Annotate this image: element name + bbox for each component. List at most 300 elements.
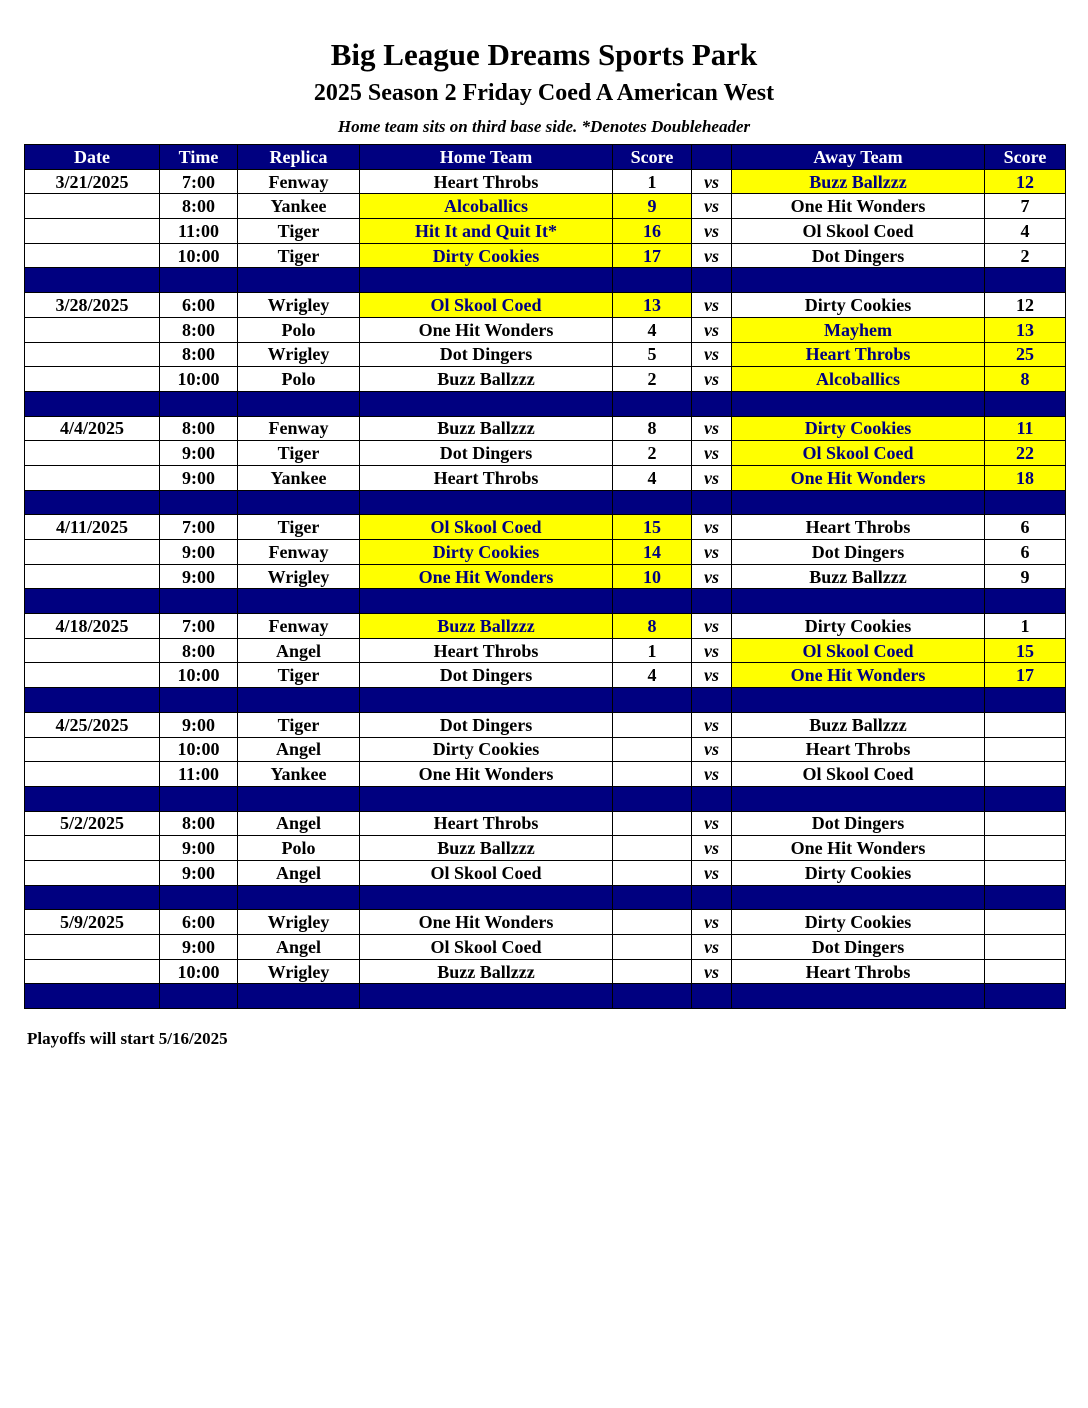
vs-cell: vs [692,515,732,540]
replica-cell: Tiger [238,441,360,466]
table-row [25,959,1066,984]
date-cell: 4/11/2025 [25,515,160,540]
away-team-cell: Dirty Cookies [732,860,985,885]
schedule-body [25,169,1066,1008]
away-team-cell: Buzz Ballzzz [732,564,985,589]
column-header-date: Date [25,145,160,170]
date-cell: 4/25/2025 [25,712,160,737]
separator-cell [25,885,160,910]
home-score-cell: 2 [613,367,692,392]
home-team-cell: Dirty Cookies [360,540,613,565]
date-cell [25,243,160,268]
week-separator-row [25,490,1066,515]
time-cell: 6:00 [160,293,238,318]
time-cell: 10:00 [160,663,238,688]
away-score-cell: 13 [985,317,1066,342]
separator-cell [160,391,238,416]
separator-cell [985,688,1066,713]
away-team-cell: Heart Throbs [732,515,985,540]
separator-cell [160,885,238,910]
page-subtitle: 2025 Season 2 Friday Coed A American West [313,80,775,106]
replica-cell: Angel [238,638,360,663]
away-score-cell [985,910,1066,935]
separator-cell [238,589,360,614]
replica-cell: Polo [238,836,360,861]
away-score-cell [985,737,1066,762]
replica-cell: Wrigley [238,564,360,589]
separator-cell [160,589,238,614]
column-header-replica: Replica [238,145,360,170]
separator-cell [692,984,732,1009]
away-score-cell: 6 [985,540,1066,565]
vs-cell: vs [692,367,732,392]
time-cell: 8:00 [160,416,238,441]
away-team-cell: Buzz Ballzzz [732,169,985,194]
away-team-cell: One Hit Wonders [732,663,985,688]
away-team-cell: One Hit Wonders [732,836,985,861]
separator-cell [985,786,1066,811]
separator-cell [613,391,692,416]
week-separator-row [25,786,1066,811]
vs-cell: vs [692,342,732,367]
away-team-cell: Ol Skool Coed [732,638,985,663]
time-cell: 9:00 [160,836,238,861]
away-score-cell: 18 [985,465,1066,490]
replica-cell: Yankee [238,194,360,219]
table-row [25,465,1066,490]
week-separator-row [25,268,1066,293]
table-row [25,663,1066,688]
table-row [25,737,1066,762]
away-score-cell: 8 [985,367,1066,392]
away-score-cell: 25 [985,342,1066,367]
separator-cell [160,268,238,293]
separator-cell [692,490,732,515]
separator-cell [360,885,613,910]
vs-cell: vs [692,737,732,762]
vs-cell: vs [692,465,732,490]
away-team-cell: Dot Dingers [732,243,985,268]
home-score-cell: 8 [613,614,692,639]
home-score-cell: 4 [613,317,692,342]
replica-cell: Tiger [238,712,360,737]
separator-cell [692,589,732,614]
away-team-cell: One Hit Wonders [732,465,985,490]
time-cell: 8:00 [160,194,238,219]
away-score-cell [985,712,1066,737]
home-score-cell [613,910,692,935]
date-cell [25,737,160,762]
time-cell: 9:00 [160,441,238,466]
separator-cell [238,786,360,811]
vs-cell: vs [692,663,732,688]
separator-cell [238,885,360,910]
vs-cell: vs [692,614,732,639]
separator-cell [692,786,732,811]
separator-cell [985,391,1066,416]
home-score-cell: 2 [613,441,692,466]
replica-cell: Angel [238,935,360,960]
vs-cell: vs [692,860,732,885]
separator-cell [25,688,160,713]
home-team-cell: Dot Dingers [360,663,613,688]
vs-cell: vs [692,836,732,861]
playoffs-note: Playoffs will start 5/16/2025 [27,1029,228,1048]
vs-cell: vs [692,935,732,960]
separator-cell [360,688,613,713]
date-cell [25,935,160,960]
away-team-cell: Heart Throbs [732,959,985,984]
date-cell: 5/2/2025 [25,811,160,836]
separator-cell [985,268,1066,293]
separator-cell [732,391,985,416]
vs-cell: vs [692,416,732,441]
separator-cell [732,589,985,614]
away-score-cell [985,959,1066,984]
column-header-home-score: Score [613,145,692,170]
home-team-cell: Ol Skool Coed [360,515,613,540]
date-cell [25,564,160,589]
separator-cell [613,268,692,293]
separator-cell [732,786,985,811]
home-team-cell: Buzz Ballzzz [360,959,613,984]
replica-cell: Fenway [238,540,360,565]
home-team-cell: Ol Skool Coed [360,935,613,960]
time-cell: 10:00 [160,737,238,762]
replica-cell: Wrigley [238,342,360,367]
away-team-cell: Mayhem [732,317,985,342]
time-cell: 11:00 [160,762,238,787]
away-score-cell: 7 [985,194,1066,219]
column-header-home-team: Home Team [360,145,613,170]
separator-cell [613,984,692,1009]
vs-cell: vs [692,441,732,466]
separator-cell [985,490,1066,515]
home-score-cell: 13 [613,293,692,318]
separator-cell [160,786,238,811]
separator-cell [692,885,732,910]
date-cell [25,317,160,342]
away-score-cell [985,935,1066,960]
away-team-cell: One Hit Wonders [732,194,985,219]
separator-cell [985,589,1066,614]
replica-cell: Tiger [238,219,360,244]
separator-cell [25,984,160,1009]
home-score-cell [613,860,692,885]
replica-cell: Fenway [238,169,360,194]
home-score-cell [613,737,692,762]
table-row [25,416,1066,441]
home-team-cell: Heart Throbs [360,638,613,663]
date-cell [25,663,160,688]
away-score-cell [985,860,1066,885]
home-score-cell: 9 [613,194,692,219]
column-header-vs [692,145,732,170]
away-score-cell: 6 [985,515,1066,540]
table-row [25,712,1066,737]
separator-cell [732,885,985,910]
home-team-cell: Dot Dingers [360,712,613,737]
separator-cell [360,268,613,293]
table-row [25,194,1066,219]
home-team-cell: Dirty Cookies [360,243,613,268]
away-score-cell [985,836,1066,861]
away-team-cell: Dot Dingers [732,935,985,960]
separator-cell [613,885,692,910]
date-cell [25,959,160,984]
separator-cell [160,688,238,713]
date-cell: 4/18/2025 [25,614,160,639]
table-row [25,935,1066,960]
time-cell: 11:00 [160,219,238,244]
separator-cell [238,391,360,416]
vs-cell: vs [692,959,732,984]
home-team-note: Home team sits on third base side. *Denotes Doubleheader [337,117,751,136]
home-score-cell: 1 [613,638,692,663]
time-cell: 8:00 [160,811,238,836]
table-row [25,540,1066,565]
away-score-cell: 22 [985,441,1066,466]
week-separator-row [25,885,1066,910]
away-score-cell: 1 [985,614,1066,639]
vs-cell: vs [692,317,732,342]
away-score-cell: 11 [985,416,1066,441]
home-team-cell: Buzz Ballzzz [360,416,613,441]
home-team-cell: Alcoballics [360,194,613,219]
table-row [25,219,1066,244]
replica-cell: Tiger [238,515,360,540]
away-score-cell [985,762,1066,787]
header-row [25,145,1066,170]
away-score-cell: 12 [985,293,1066,318]
time-cell: 10:00 [160,367,238,392]
week-separator-row [25,688,1066,713]
table-row [25,638,1066,663]
home-score-cell: 14 [613,540,692,565]
separator-cell [732,490,985,515]
table-row [25,564,1066,589]
home-score-cell: 17 [613,243,692,268]
time-cell: 7:00 [160,169,238,194]
vs-cell: vs [692,219,732,244]
separator-cell [238,490,360,515]
table-row [25,243,1066,268]
away-score-cell: 15 [985,638,1066,663]
date-cell [25,194,160,219]
replica-cell: Fenway [238,614,360,639]
vs-cell: vs [692,762,732,787]
away-team-cell: Ol Skool Coed [732,762,985,787]
home-team-cell: Buzz Ballzzz [360,836,613,861]
table-row [25,836,1066,861]
replica-cell: Wrigley [238,910,360,935]
replica-cell: Angel [238,737,360,762]
home-team-cell: One Hit Wonders [360,317,613,342]
separator-cell [25,786,160,811]
replica-cell: Angel [238,811,360,836]
away-team-cell: Heart Throbs [732,342,985,367]
replica-cell: Tiger [238,663,360,688]
separator-cell [985,885,1066,910]
date-cell [25,219,160,244]
separator-cell [25,268,160,293]
separator-cell [160,984,238,1009]
table-row [25,441,1066,466]
away-score-cell: 2 [985,243,1066,268]
week-separator-row [25,589,1066,614]
separator-cell [613,589,692,614]
home-team-cell: Heart Throbs [360,465,613,490]
date-cell: 3/21/2025 [25,169,160,194]
table-row [25,515,1066,540]
away-score-cell: 12 [985,169,1066,194]
schedule-table [24,144,1066,1009]
time-cell: 9:00 [160,712,238,737]
time-cell: 7:00 [160,614,238,639]
date-cell [25,465,160,490]
replica-cell: Wrigley [238,293,360,318]
separator-cell [360,589,613,614]
date-cell [25,638,160,663]
date-cell [25,762,160,787]
time-cell: 9:00 [160,935,238,960]
time-cell: 10:00 [160,959,238,984]
time-cell: 8:00 [160,638,238,663]
date-cell [25,441,160,466]
vs-cell: vs [692,540,732,565]
home-team-cell: Dot Dingers [360,441,613,466]
away-score-cell: 9 [985,564,1066,589]
date-cell [25,860,160,885]
home-team-cell: One Hit Wonders [360,910,613,935]
time-cell: 9:00 [160,564,238,589]
time-cell: 6:00 [160,910,238,935]
home-team-cell: Hit It and Quit It* [360,219,613,244]
home-score-cell: 16 [613,219,692,244]
separator-cell [613,490,692,515]
date-cell [25,342,160,367]
replica-cell: Yankee [238,762,360,787]
time-cell: 7:00 [160,515,238,540]
home-team-cell: Heart Throbs [360,811,613,836]
table-row [25,811,1066,836]
column-header-time: Time [160,145,238,170]
vs-cell: vs [692,811,732,836]
away-score-cell: 17 [985,663,1066,688]
home-team-cell: Ol Skool Coed [360,860,613,885]
date-cell [25,540,160,565]
week-separator-row [25,984,1066,1009]
table-row [25,342,1066,367]
separator-cell [613,786,692,811]
away-team-cell: Buzz Ballzzz [732,712,985,737]
date-cell: 4/4/2025 [25,416,160,441]
page-title: Big League Dreams Sports Park [330,37,758,72]
home-score-cell: 4 [613,465,692,490]
separator-cell [25,490,160,515]
home-score-cell: 1 [613,169,692,194]
table-row [25,762,1066,787]
vs-cell: vs [692,194,732,219]
separator-cell [692,391,732,416]
separator-cell [360,391,613,416]
vs-cell: vs [692,638,732,663]
home-team-cell: One Hit Wonders [360,564,613,589]
separator-cell [692,688,732,713]
time-cell: 8:00 [160,317,238,342]
time-cell: 9:00 [160,540,238,565]
replica-cell: Polo [238,317,360,342]
home-score-cell [613,712,692,737]
week-separator-row [25,391,1066,416]
home-team-cell: Dot Dingers [360,342,613,367]
away-team-cell: Dot Dingers [732,540,985,565]
separator-cell [732,688,985,713]
vs-cell: vs [692,243,732,268]
table-row [25,293,1066,318]
away-team-cell: Dot Dingers [732,811,985,836]
home-score-cell [613,935,692,960]
date-cell: 5/9/2025 [25,910,160,935]
replica-cell: Angel [238,860,360,885]
home-team-cell: Buzz Ballzzz [360,367,613,392]
replica-cell: Polo [238,367,360,392]
separator-cell [732,268,985,293]
vs-cell: vs [692,293,732,318]
home-team-cell: Dirty Cookies [360,737,613,762]
away-score-cell: 4 [985,219,1066,244]
away-team-cell: Alcoballics [732,367,985,392]
away-team-cell: Dirty Cookies [732,416,985,441]
replica-cell: Fenway [238,416,360,441]
table-row [25,367,1066,392]
separator-cell [238,688,360,713]
separator-cell [160,490,238,515]
home-score-cell: 15 [613,515,692,540]
vs-cell: vs [692,169,732,194]
home-score-cell [613,811,692,836]
table-row [25,169,1066,194]
home-score-cell: 10 [613,564,692,589]
away-score-cell [985,811,1066,836]
separator-cell [985,984,1066,1009]
home-score-cell [613,762,692,787]
home-score-cell: 8 [613,416,692,441]
home-score-cell: 4 [613,663,692,688]
home-team-cell: One Hit Wonders [360,762,613,787]
home-team-cell: Ol Skool Coed [360,293,613,318]
separator-cell [238,984,360,1009]
time-cell: 9:00 [160,860,238,885]
vs-cell: vs [692,712,732,737]
replica-cell: Wrigley [238,959,360,984]
table-row [25,910,1066,935]
home-team-cell: Buzz Ballzzz [360,614,613,639]
time-cell: 9:00 [160,465,238,490]
away-team-cell: Ol Skool Coed [732,441,985,466]
date-cell [25,836,160,861]
separator-cell [25,391,160,416]
away-team-cell: Heart Throbs [732,737,985,762]
replica-cell: Tiger [238,243,360,268]
vs-cell: vs [692,910,732,935]
separator-cell [732,984,985,1009]
time-cell: 8:00 [160,342,238,367]
away-team-cell: Dirty Cookies [732,293,985,318]
table-row [25,614,1066,639]
away-team-cell: Dirty Cookies [732,614,985,639]
date-cell: 3/28/2025 [25,293,160,318]
